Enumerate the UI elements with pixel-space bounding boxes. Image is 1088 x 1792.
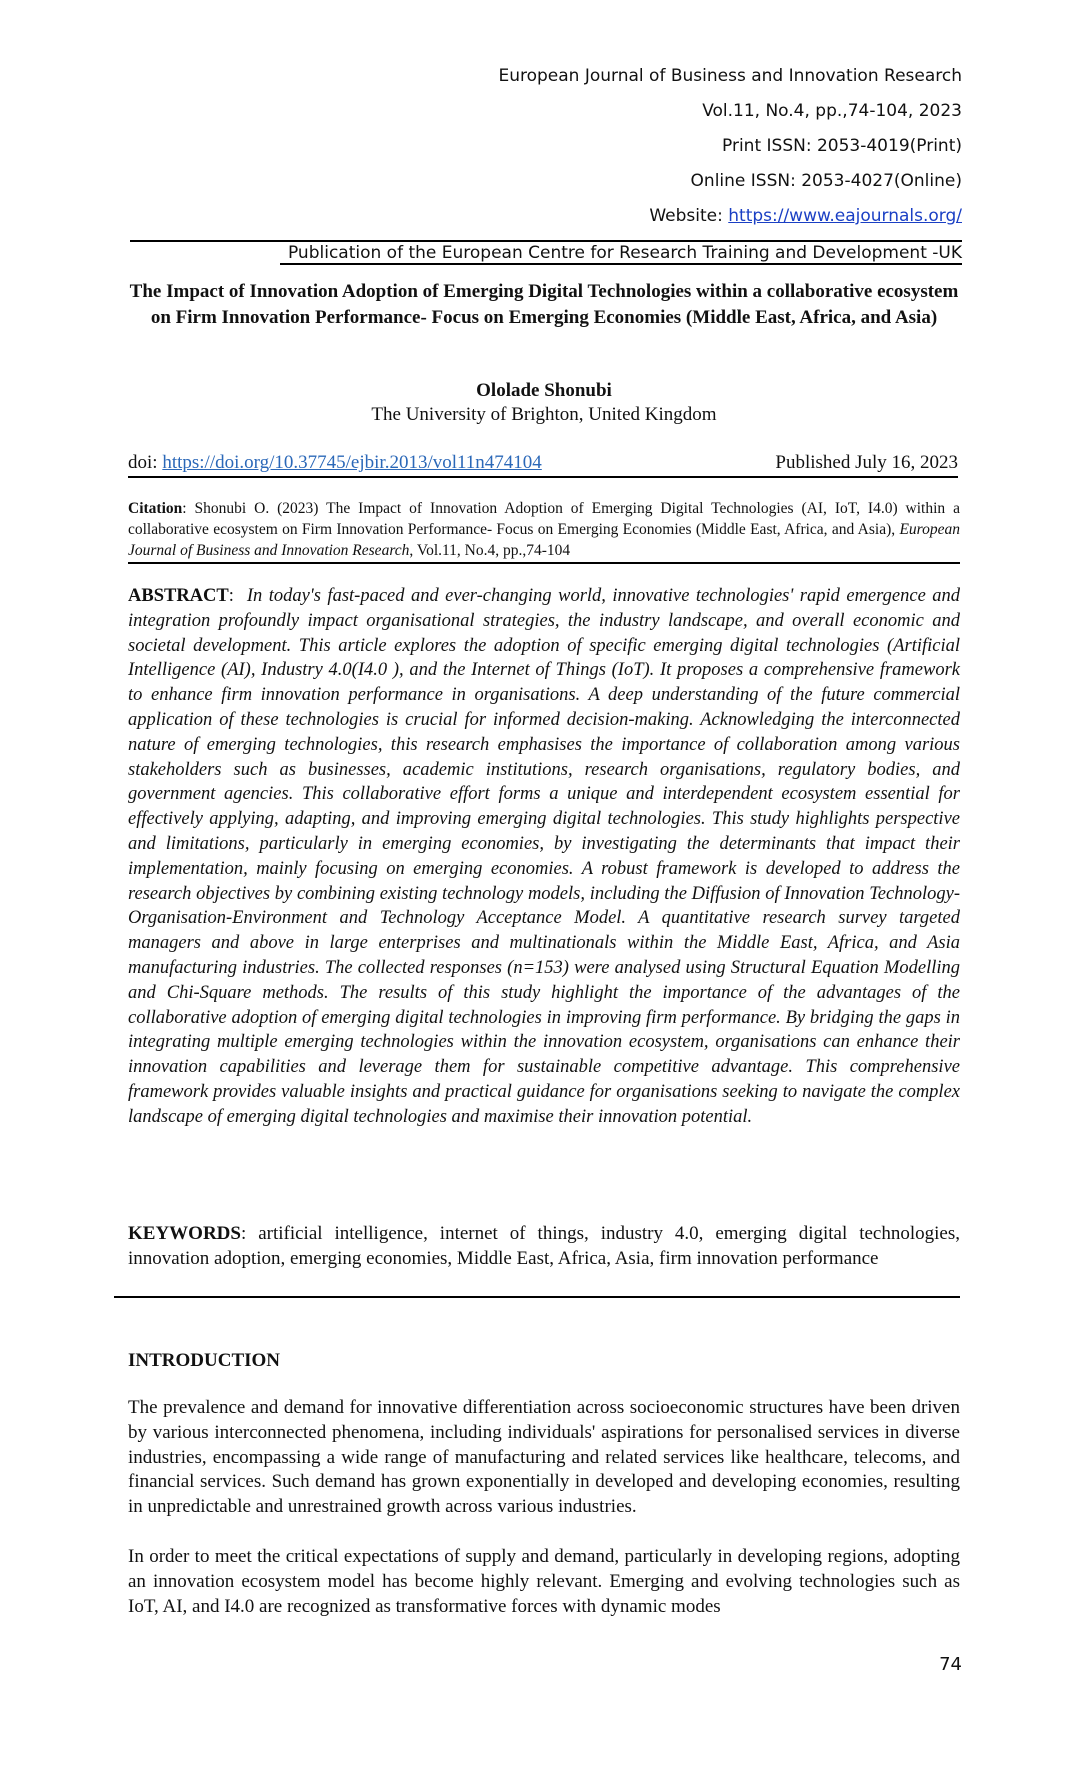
abstract-label: ABSTRACT — [128, 586, 229, 606]
volume-info: Vol.11, No.4, pp.,74-104, 2023 — [702, 101, 962, 121]
page-number: 74 — [939, 1654, 962, 1675]
article-title: The Impact of Innovation Adoption of Emerging Digital Technologies within a collaborative ecosystem on Firm Innovation Performance- Focus on Emerging Economies (Middle East, Africa, and Asia) — [129, 281, 959, 328]
journal-name: European Journal of Business and Innovation Research — [498, 66, 962, 86]
citation-label: Citation — [128, 500, 183, 517]
citation-block — [128, 498, 960, 561]
abstract-text: In today's fast-paced and ever-changing world, innovative technologies' rapid emergence and integration profoundly impact organisational strategies, the industry landscape, and overall economic and societal development. This article explores the adoption of specific emerging digital technologies (Artificial Intelligence (AI), Industry 4.0(I4.0 ), and the Internet of Things (IoT). It proposes a comprehensive framework to enhance firm innovation performance in organisations. A deep understanding of the future commercial application of these technologies is crucial for informed decision-making. Acknowledging the interconnected nature of emerging technologies, this research emphasises the importance of collaboration among various stakeholders such as businesses, academic institutions, research organisations, regulatory bodies, and government agencies. This collaborative effort forms a unique and interdependent ecosystem essential for effectively applying, adapting, and improving emerging digital technologies. This study highlights perspective and limitations, particularly in emerging economies, by investigating the determinants that impact their implementation, mainly focusing on emerging economies. A robust framework is developed to address the research objectives by combining existing technology models, including the Diffusion of Innovation Technology-Organisation-Environment and Technology Acceptance Model. A quantitative research survey targeted managers and above in large enterprises and multinationals within the Middle East, Africa, and Asia manufacturing industries. The collected responses (n=153) were analysed using Structural Equation Modelling and Chi-Square methods. The results of this study highlight the importance of the advantages of the collaborative adoption of emerging digital technologies in improving firm performance. By bridging the gaps in integrating multiple emerging technologies within the innovation ecosystem, organisations can enhance their innovation capabilities and leverage them for sustainable competitive advantage. This comprehensive framework provides valuable insights and practical guidance for organisations seeking to navigate the complex landscape of emerging digital technologies and maximise their innovation potential. — [128, 586, 961, 1127]
intro-paragraph-1: The prevalence and demand for innovative differentiation across socioeconomic structures have been driven by various interconnected phenomena, including individuals' aspirations for personalised services in diverse industries, encompassing a wide range of manufacturing and related services like healthcare, telecoms, and financial services. Such demand has grown exponentially in developed and developing economies, resulting in unpredictable and unrestrained growth across various industries. — [128, 1397, 960, 1518]
author-affiliation: The University of Brighton, United Kingdom — [371, 404, 717, 425]
doi-label: doi: — [128, 452, 163, 473]
doi-row — [128, 450, 958, 476]
website-line — [649, 204, 962, 228]
online-issn: Online ISSN: 2053-4027(Online) — [690, 171, 962, 191]
author-name: Ololade Shonubi — [476, 380, 612, 401]
intro-paragraph-2: In order to meet the critical expectations of supply and demand, particularly in developing regions, adopting an innovation ecosystem model has become highly relevant. Emerging and evolving technologies such as IoT, AI, and I4.0 are recognized as transformative forces with dynamic modes — [128, 1546, 960, 1617]
website-link[interactable]: https://www.eajournals.org/ — [728, 206, 962, 226]
print-issn: Print ISSN: 2053-4019(Print) — [722, 136, 962, 156]
keywords-text: : artificial intelligence, internet of things, industry 4.0, emerging digital technologies, innovation adoption, emerging economies, Middle East, Africa, Asia, firm innovation performance — [128, 1223, 960, 1269]
section-heading: INTRODUCTION — [128, 1350, 281, 1371]
published-date: Published July 16, 2023 — [775, 452, 958, 473]
citation-tail: , Vol.11, No.4, pp.,74-104 — [409, 542, 571, 559]
citation-text: : Shonubi O. (2023) The Impact of Innovation Adoption of Emerging Digital Technologies (AI, IoT, I4.0) within a collaborative ecosystem on Firm Innovation Performance- Focus on Emerging Economies (Middle East, Africa, and Asia), — [128, 500, 960, 538]
citation-divider — [128, 562, 960, 564]
publisher-underline — [280, 263, 962, 265]
abstract-block: ABSTRACT: In today's fast-paced and ever-changing world, innovative technologies' rapid emergence and integration profoundly impact organisational strategies, the industry landscape, and overall economic and societal development. This article explores the adoption of specific emerging digital technologies (Artificial Intelligence (AI), Industry 4.0(I4.0 ), and the Internet of Things (IoT). It proposes a comprehensive framework to enhance firm innovation performance in organisations. A deep understanding of the future commercial application of these technologies is crucial for informed decision-making. Acknowledging the interconnected nature of emerging technologies, this research emphasises the importance of collaboration among various stakeholders such as businesses, academic institutions, research organisations, regulatory bodies, and government agencies. This collaborative effort forms a unique and interdependent ecosystem essential for effectively applying, adapting, and improving emerging digital technologies. This study highlights perspective and limitations, particularly in emerging economies, by investigating the determinants that impact their implementation, mainly focusing on emerging economies. A robust framework is developed to address the research objectives by combining existing technology models, including the Diffusion of Innovation Technology-Organisation-Environment and Technology Acceptance Model. A quantitative research survey targeted managers and above in large enterprises and multinationals within the Middle East, Africa, and Asia manufacturing industries. The collected responses (n=153) were analysed using Structural Equation Modelling and Chi-Square methods. The results of this study highlight the importance of the advantages of the collaborative adoption of emerging digital technologies in improving firm performance. By bridging the gaps in integrating multiple emerging technologies within the innovation ecosystem, organisations can enhance their innovation capabilities and leverage them for sustainable competitive advantage. This comprehensive framework provides valuable insights and practical guidance for organisations seeking to navigate the complex landscape of emerging digital technologies and maximise their innovation potential. — [128, 586, 961, 1127]
citation-journal: European Journal of Business and Innovation Research — [128, 521, 960, 559]
keywords-block — [128, 1221, 960, 1271]
keywords-divider — [114, 1296, 960, 1298]
publisher-line: Publication of the European Centre for Research Training and Development -UK — [287, 243, 962, 263]
doi-divider — [128, 476, 958, 478]
keywords-label: KEYWORDS — [128, 1223, 241, 1244]
website-label: Website: — [649, 206, 729, 226]
doi-link[interactable]: https://doi.org/10.37745/ejbir.2013/vol11n474104 — [162, 452, 542, 473]
